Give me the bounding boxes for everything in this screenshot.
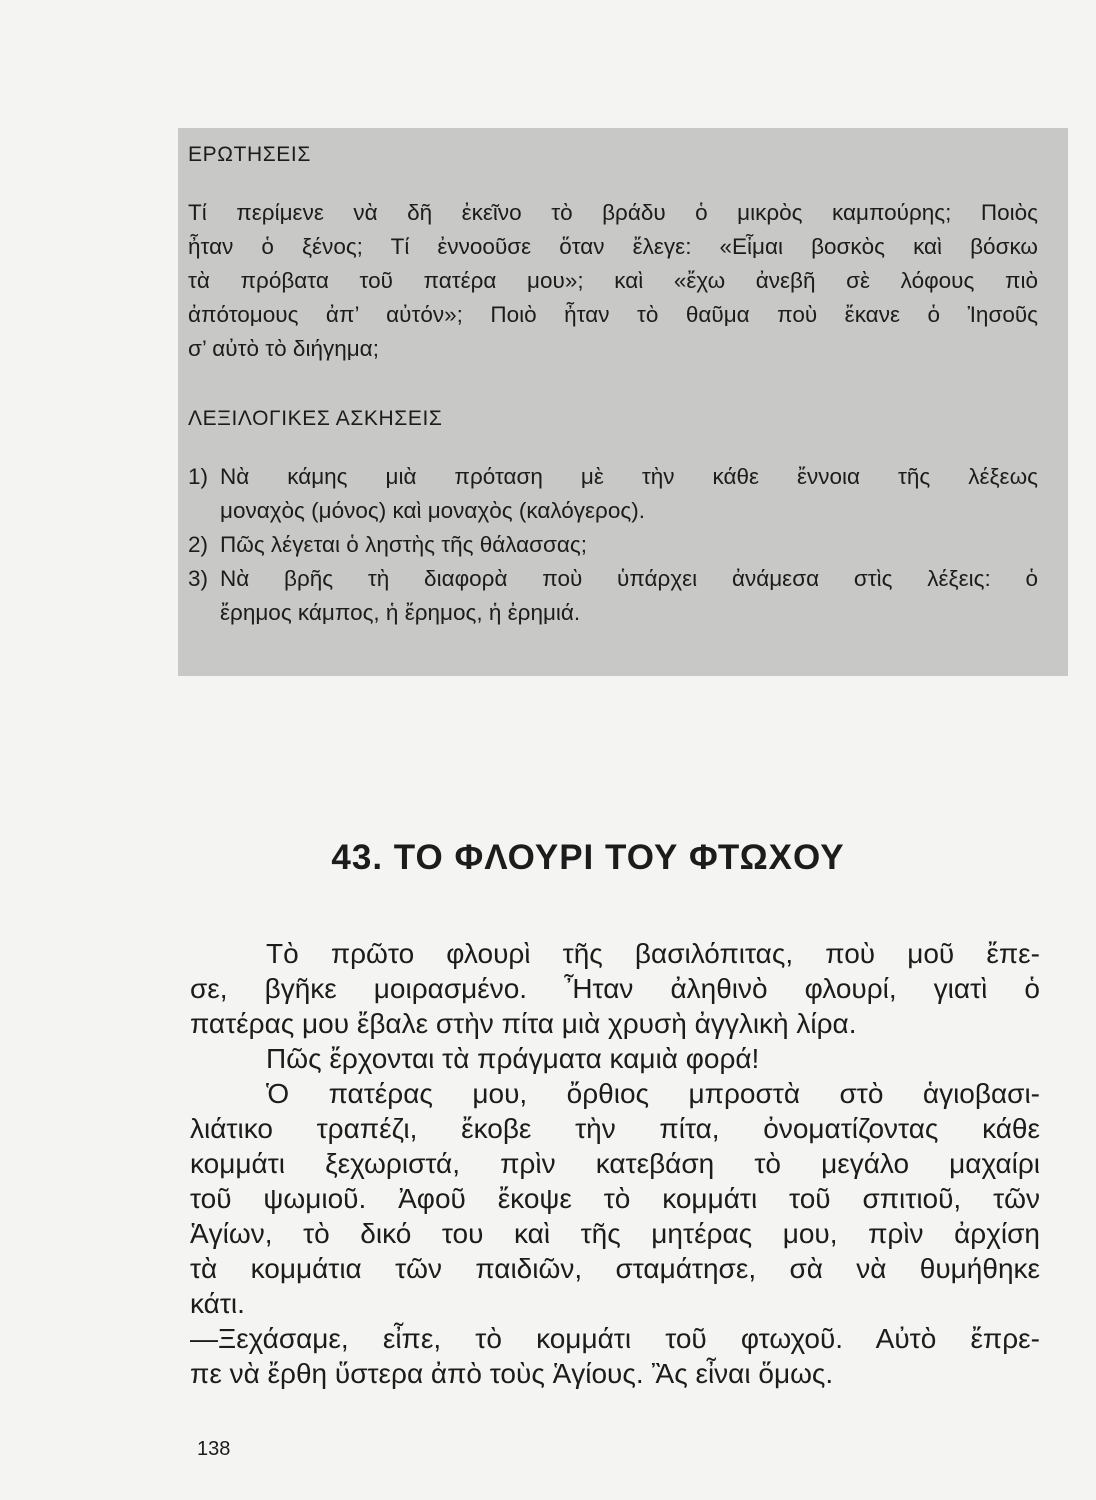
- vocab-item: [188, 528, 1038, 562]
- body-line: Ἁγίων, τὸ δικό του καὶ τῆς μητέρας μου, πρὶν ἀρχίση: [190, 1218, 1040, 1249]
- body-line: τοῦ ψωμιοῦ. Ἀφοῦ ἔκοψε τὸ κομμάτι τοῦ σπιτιοῦ, τῶν: [190, 1183, 1040, 1214]
- body-line: λιάτικο τραπέζι, ἔκοβε τὴν πίτα, ὀνοματίζοντας κάθε: [190, 1113, 1040, 1144]
- exercises-box: [178, 128, 1068, 676]
- vocab-item-number: 1): [188, 464, 209, 489]
- vocab-item-line: [188, 562, 1038, 596]
- questions-line: ἦταν ὁ ξένος; Τί ἐννοοῦσε ὅταν ἔλεγε: «Εἶμαι βοσκὸς καὶ βόσκω: [188, 234, 1038, 259]
- questions-heading: ΕΡΩΤΗΣΕΙΣ: [188, 143, 311, 166]
- body-line: τὰ κομμάτια τῶν παιδιῶν, σταμάτησε, σὰ νὰ θυμήθηκε: [190, 1253, 1040, 1284]
- vocab-item-number: 3): [188, 566, 209, 591]
- vocab-heading: ΛΕΞΙΛΟΓΙΚΕΣ ΑΣΚΗΣΕΙΣ: [188, 407, 443, 430]
- chapter-body: [190, 936, 1040, 1391]
- exercises-content: [188, 142, 1038, 630]
- page-number: 138: [197, 1438, 231, 1460]
- chapter-title: [0, 836, 1096, 880]
- body-line: πατέρας μου ἔβαλε στὴν πίτα μιὰ χρυσὴ ἀγγλικὴ λίρα.: [190, 1008, 857, 1039]
- vocab-item-line: [188, 460, 1038, 494]
- body-line: Ὁ πατέρας μου, ὄρθιος μπροστὰ στὸ ἁγιοβασι-: [266, 1078, 1040, 1109]
- vocab-item-text: Νὰ βρῆς τὴ διαφορὰ ποὺ ὑπάρχει ἀνάμεσα στὶς λέξεις: ὁ: [220, 566, 1038, 591]
- vocab-item-continuation: μοναχὸς (μόνος) καὶ μοναχὸς (καλόγερος).: [220, 498, 645, 523]
- body-line: κομμάτι ξεχωριστά, πρὶν κατεβάση τὸ μεγάλο μαχαίρι: [190, 1148, 1040, 1179]
- questions-line: τὰ πρόβατα τοῦ πατέρα μου»; καὶ «ἔχω ἀνεβῆ σὲ λόφους πιὸ: [188, 268, 1038, 293]
- questions-line: ἀπότομους ἀπ’ αὐτόν»; Ποιὸ ἦταν τὸ θαῦμα ποὺ ἔκανε ὁ Ἰησοῦς: [188, 302, 1038, 327]
- questions-line: σ’ αὐτὸ τὸ διήγημα;: [188, 336, 379, 361]
- body-line: πε νὰ ἔρθη ὕστερα ἀπὸ τοὺς Ἁγίους. Ἂς εἶναι ὅμως.: [190, 1358, 834, 1389]
- body-line: Πῶς ἔρχονται τὰ πράγματα καμιὰ φορά!: [266, 1043, 760, 1074]
- vocab-item-text: Πῶς λέγεται ὁ ληστὴς τῆς θάλασσας;: [220, 532, 588, 557]
- questions-paragraph: [188, 196, 1038, 366]
- vocab-item-number: 2): [188, 532, 209, 557]
- vocab-item: [188, 460, 1038, 528]
- body-line: Τὸ πρῶτο φλουρὶ τῆς βασιλόπιτας, ποὺ μοῦ ἔπε-: [266, 938, 1040, 969]
- vocab-item-continuation: ἔρημος κάμπος, ἡ ἔρημος, ἡ ἐρημιά.: [220, 600, 581, 625]
- questions-line: Τί περίμενε νὰ δῆ ἐκεῖνο τὸ βράδυ ὁ μικρὸς καμπούρης; Ποιὸς: [188, 200, 1038, 225]
- body-line: κάτι.: [190, 1288, 245, 1319]
- body-line: σε, βγῆκε μοιρασμένο. Ἦταν ἀληθινὸ φλουρί, γιατὶ ὁ: [190, 973, 1040, 1004]
- body-line: —Ξεχάσαμε, εἶπε, τὸ κομμάτι τοῦ φτωχοῦ. Αὐτὸ ἔπρε-: [190, 1323, 1040, 1354]
- chapter-title-text: 43. ΤΟ ΦΛΟΥΡΙ ΤΟΥ ΦΤΩΧΟΥ: [331, 838, 845, 877]
- vocab-item: [188, 562, 1038, 630]
- vocab-item-text: Νὰ κάμης μιὰ πρόταση μὲ τὴν κάθε ἔννοια τῆς λέξεως: [220, 464, 1038, 489]
